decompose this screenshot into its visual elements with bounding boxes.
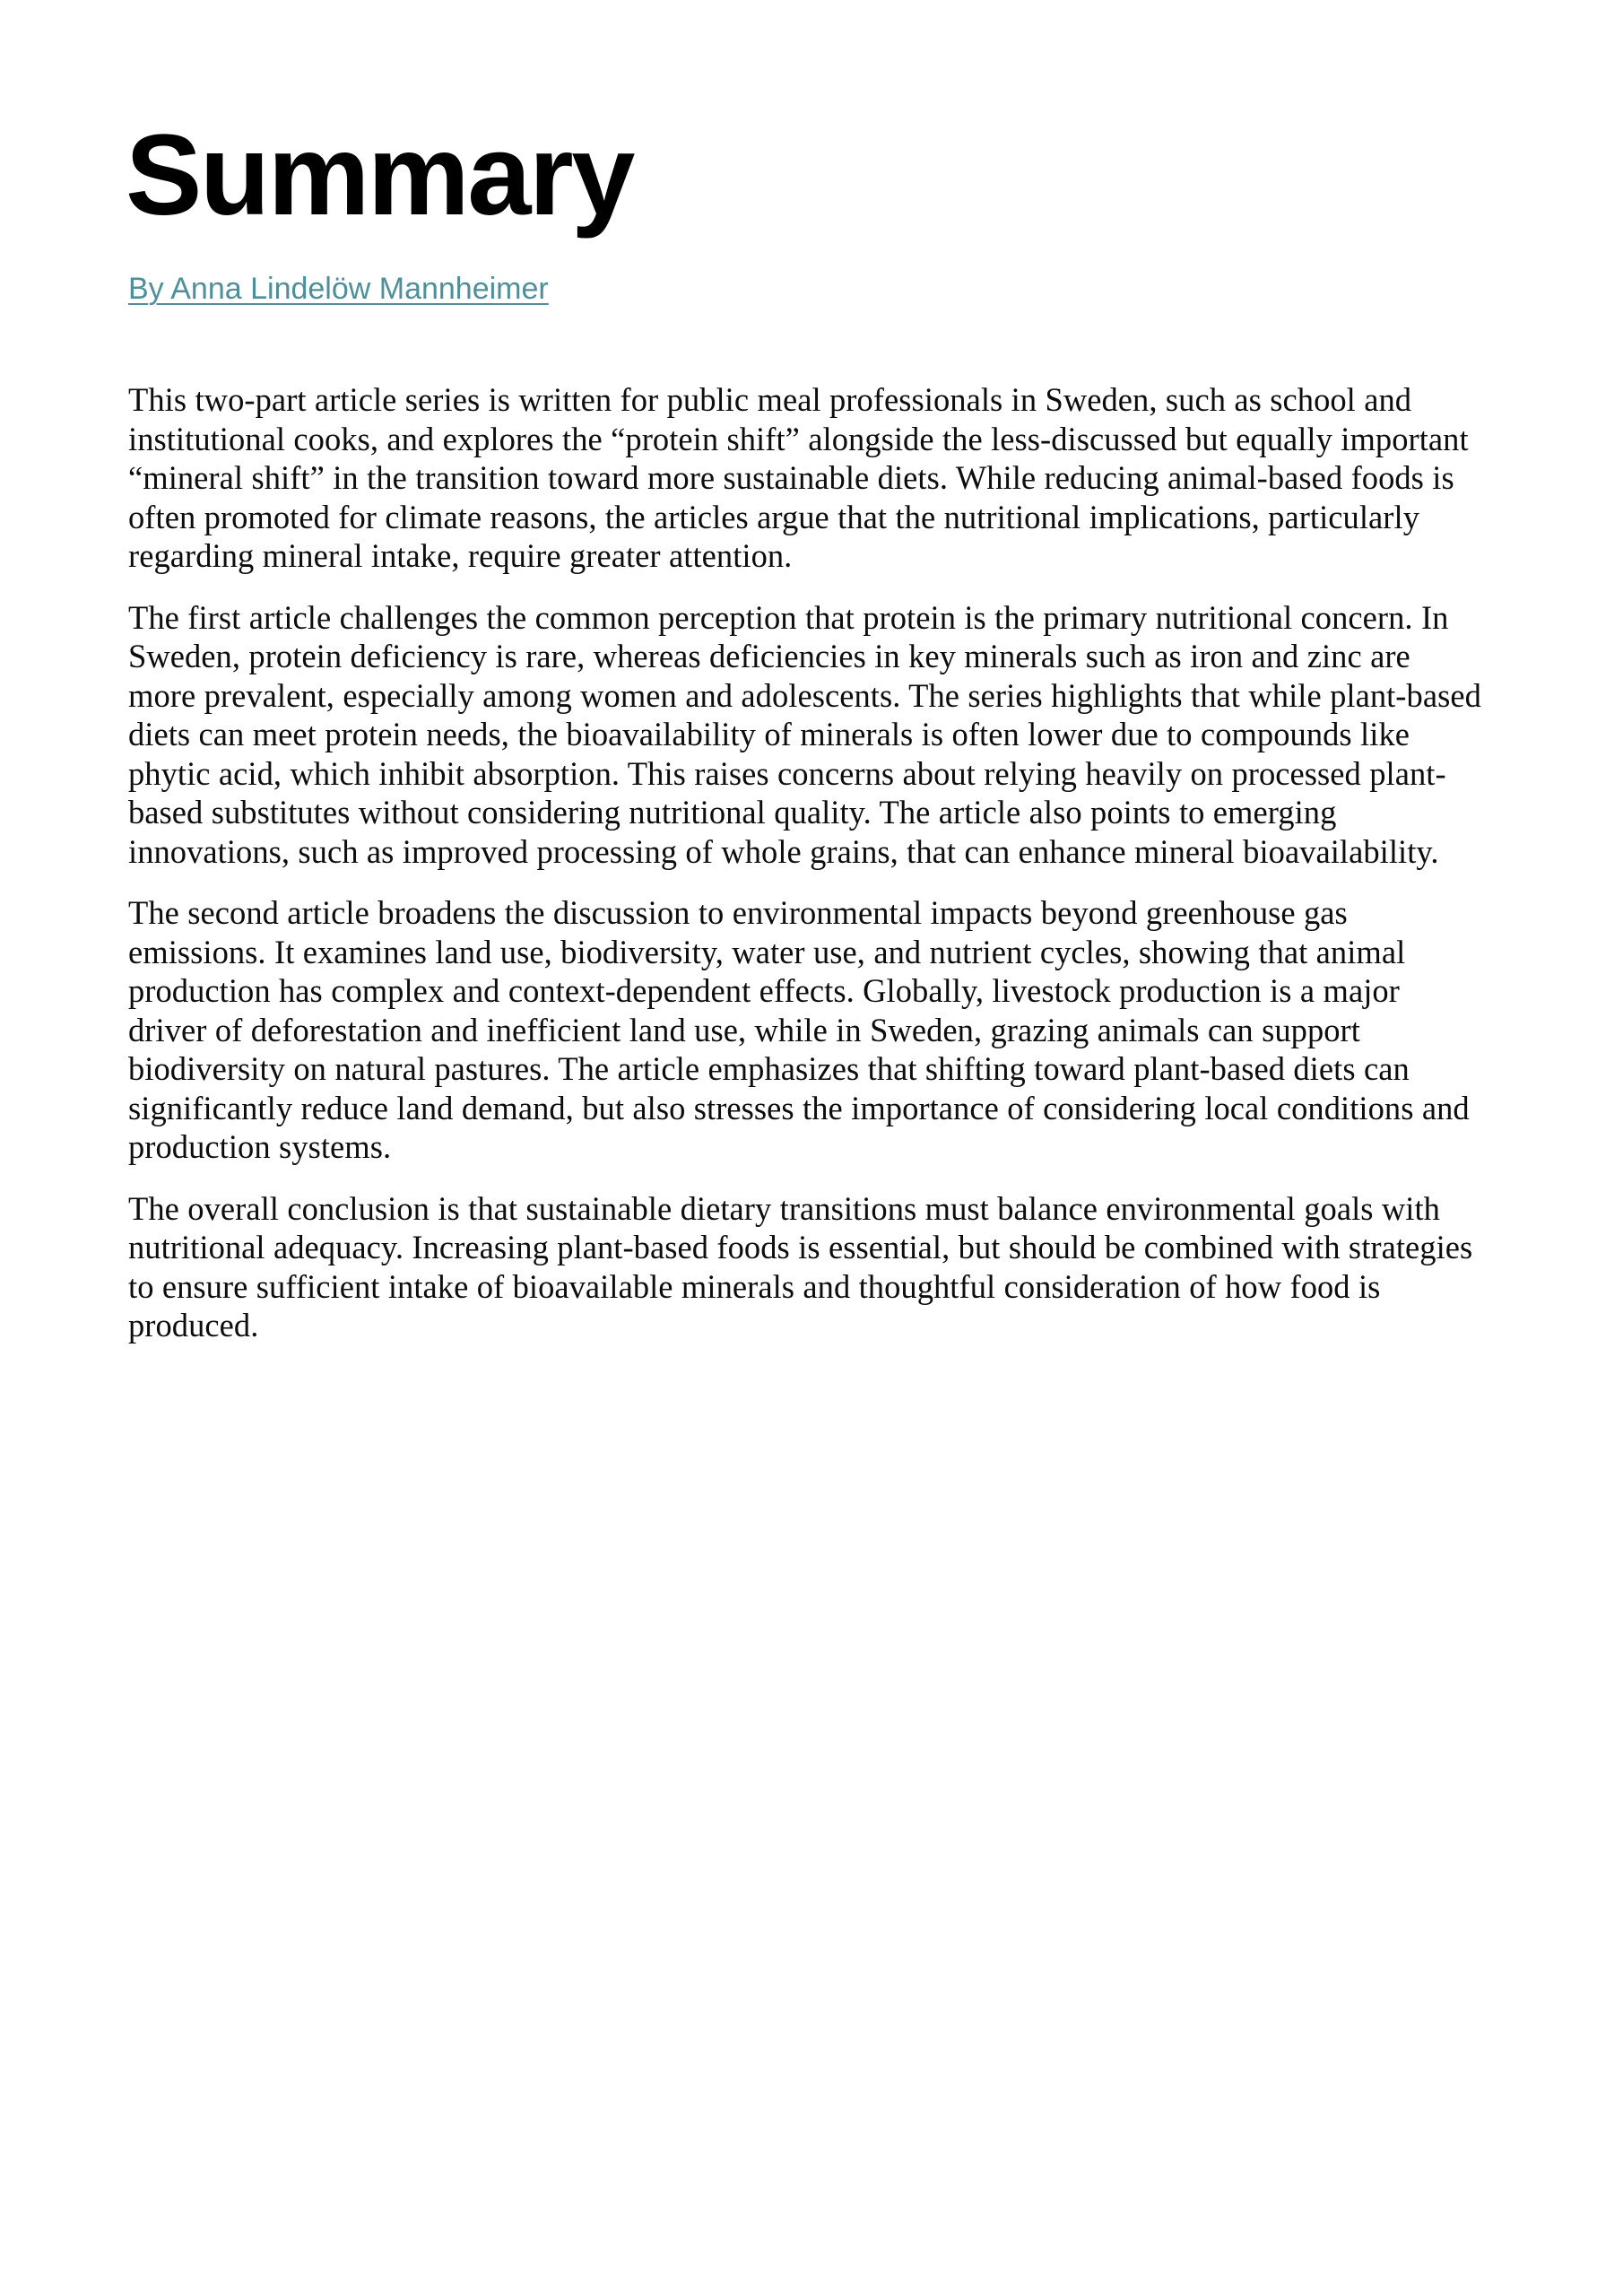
body-paragraph-4: The overall conclusion is that sustainable dietary transitions must balance environmental goals with nutritional adequacy. Increasing plant-based foods is essential, but should be combined with strategies to ensure sufficient intake of bioavailable minerals and thoughtful consideration of how food is produced. bbox=[128, 1189, 1473, 1344]
byline-row bbox=[128, 269, 1482, 309]
article-body bbox=[128, 380, 1482, 1345]
body-paragraph-3: The second article broadens the discussion to environmental impacts beyond greenhouse gas emissions. It examines land use, biodiversity, water use, and nutrient cycles, showing that animal production has complex and context-dependent effects. Globally, livestock production is a major driver of deforestation and inefficient land use, while in Sweden, grazing animals can support biodiversity on natural pastures. The article emphasizes that shifting toward plant-based diets can significantly reduce land demand, but also stresses the importance of considering local conditions and production systems. bbox=[128, 894, 1470, 1165]
document-content bbox=[126, 111, 1482, 1345]
body-paragraph-2: The first article challenges the common perception that protein is the primary nutritional concern. In Sweden, protein deficiency is rare, whereas deficiencies in key minerals such as iron and zinc are more prevalent, especially among women and adolescents. The series highlights that while plant-based diets can meet protein needs, the bioavailability of minerals is often lower due to compounds like phytic acid, which inhibit absorption. This raises concerns about relying heavily on processed plant-based substitutes without considering nutritional quality. The article also points to emerging innovations, such as improved processing of whole grains, that can enhance mineral bioavailability. bbox=[128, 598, 1481, 870]
page-title: Summary bbox=[126, 111, 633, 239]
body-paragraph-1: This two-part article series is written for public meal professionals in Sweden, such as school and institutional cooks, and explores the “protein shift” alongside the less-discussed but equally important “mineral shift” in the transition toward more sustainable diets. While reducing animal-based foods is often promoted for climate reasons, the articles argue that the nutritional implications, particularly regarding mineral intake, require greater attention. bbox=[128, 381, 1469, 574]
author-link[interactable]: By Anna Lindelöw Mannheimer bbox=[128, 272, 549, 306]
